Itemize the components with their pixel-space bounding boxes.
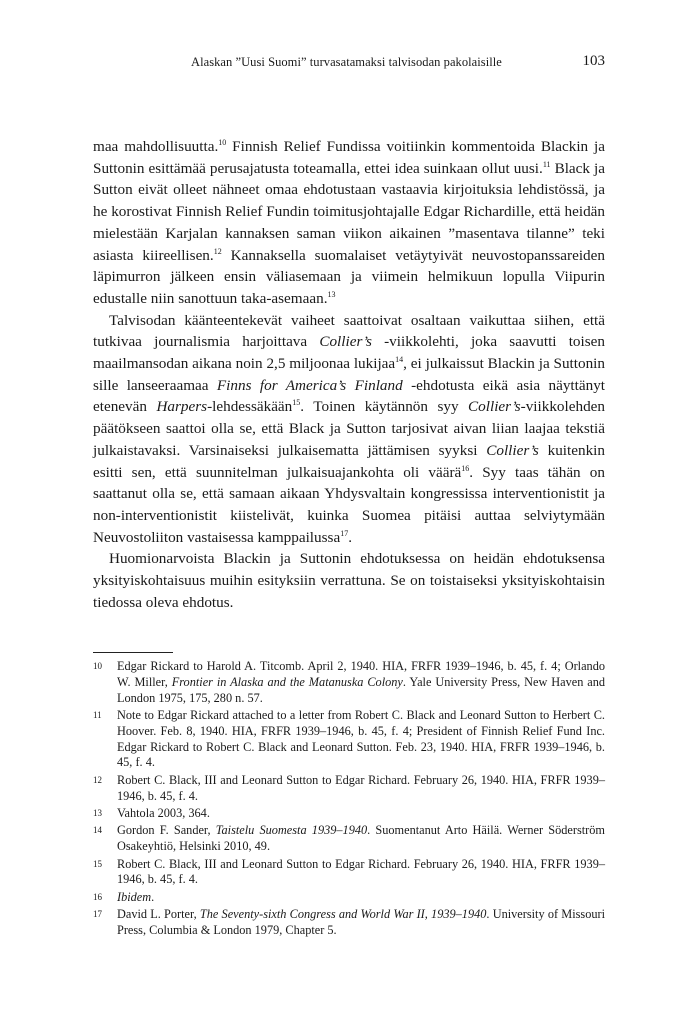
text-run: -lehdessäkään: [207, 398, 293, 416]
footnote-text: Robert C. Black, III and Leonard Sutton to Edgar Richard. February 26, 1940. HIA, FRFR 1939–1946, b. 45, f. 4.: [117, 856, 605, 887]
text-run: .: [151, 889, 155, 904]
text-run: Gordon F. Sander,: [117, 823, 216, 838]
italic-title: Frontier in Alaska and the Matanuska Colony: [171, 674, 403, 689]
footnote-number: 13: [93, 807, 102, 818]
italic-title: Ibidem: [117, 889, 152, 904]
text-run: Finnish Relief Fundissa voitiinkin kommentoida Blackin ja Suttonin esittämää perusajatusta toteamalla, ettei idea suinkaan ollut uusi.: [93, 138, 605, 177]
footnote-number: 11: [93, 709, 102, 720]
paragraph-1: [93, 136, 605, 310]
footnote-number: 14: [93, 825, 102, 836]
footnote: [93, 907, 605, 939]
italic-title: Collier’s: [486, 441, 539, 459]
footnotes: [93, 659, 605, 940]
text-run: -viikkolehti, joka saavutti toisen maailmansodan aikana noin 2,5 miljoonaa lukijaa: [93, 333, 605, 373]
footnote-separator: [93, 652, 173, 653]
text-run: Black ja Sutton eivät olleet nähneet omaa ehdotustaan vastaavia kirjoituksia lehdistössä, ja he korostivat Finnish Relief Fundin toimitusjohtajalle Edgar Richardille, että heidän mielestään Karjalan kannaksen saman viikon aikainen ”masentava tilanne” teki asiasta kiireellisen.: [93, 159, 605, 264]
page-number: 103: [582, 53, 605, 69]
footnote: [93, 890, 605, 906]
footnote: [93, 823, 605, 855]
italic-title: Taistelu Suomesta 1939–1940: [215, 823, 368, 838]
footnote-number: 15: [93, 858, 102, 869]
text-run: -viikkolehden päätökseen saattoi olla se, että Black ja Sutton tarjosivat aivan liian laajaa tekstiä julkaistavaksi. Varsinaiseksi julkaisematta jättämisen syyksi: [93, 398, 606, 459]
text-run: . Yale University Press, New Haven and London 1975, 175, 280 n. 57.: [117, 674, 606, 705]
footnote-ref: 13: [327, 289, 336, 299]
text-run: David L. Porter,: [117, 907, 200, 922]
footnote-ref: 16: [461, 463, 470, 473]
footnote-number: 16: [93, 891, 102, 902]
footnote-number: 10: [93, 661, 102, 671]
footnote-number: 17: [93, 909, 102, 920]
italic-title: Finns for America’s Finland: [216, 376, 403, 394]
text-run: . Toinen käytännön syy: [300, 398, 469, 416]
footnote-text: Robert C. Black, III and Leonard Sutton to Edgar Richard. February 26, 1940. HIA, FRFR 1939–1946, b. 45, f. 4.: [117, 772, 605, 803]
footnote-text: Note to Edgar Rickard attached to a letter from Robert C. Black and Leonard Sutton to Herbert C. Hoover. Feb. 8, 1940. HIA, FRFR 1939–1946, b. 45, f. 4; President of Finnish Relief Fund Inc. Edgar Rickard to Robert C. Black and Leonard Sutton. Feb. 23, 1940. HIA, FRFR 1939–1946, b. 45, f. 4.: [117, 707, 605, 770]
footnote-text: [117, 659, 605, 706]
text-run: Edgar Rickard to Harold A. Titcomb. April 2, 1940. HIA, FRFR 1939–1946, b. 45, f. 4; Orlando W. Miller,: [117, 659, 605, 689]
text-run: Talvisodan käänteentekevät vaiheet saattoivat osaltaan vaikuttaa siihen, että tutkivaa journalismia harjoittava: [93, 311, 605, 351]
text-run: kuitenkin esitti sen, että suunnitelman julkaisuajankohta oli väärä: [93, 441, 605, 481]
running-title: Alaskan ”Uusi Suomi” turvasatamaksi talvisodan pakolaisille: [191, 55, 502, 69]
footnote-text: [117, 907, 605, 939]
footnote-number: 12: [93, 774, 102, 785]
footnote-text: Vahtola 2003, 364.: [117, 805, 210, 820]
footnote-ref: 15: [292, 398, 301, 408]
footnote: [93, 708, 605, 771]
paragraph-2: [93, 310, 605, 549]
footnote-ref: 17: [340, 528, 349, 538]
italic-title: The Seventy-sixth Congress and World War II, 1939–1940: [199, 907, 487, 922]
paragraph-3: Huomionarvoista Blackin ja Suttonin ehdotuksessa on heidän ehdotuksensa yksityiskohtaisuus muihin esityksiin verrattuna. Se on toistaiseksi yksityiskohtaisin tiedossa oleva ehdotus.: [93, 550, 605, 611]
body-text: [93, 136, 605, 613]
text-run: . Syy taas tähän on saattanut olla se, että samaan aikaan Yhdysvaltain kongressissa interventionistit ja non-interventionistit kiistelivät, kuinka Suomea pitäisi auttaa selviytymään Neuvostoliiton vastaisessa kamppailussa: [93, 463, 605, 546]
italic-title: Collier’s: [468, 398, 521, 416]
text-run: . Suomentanut Arto Häilä. Werner Söderström Osakeyhtiö, Helsinki 2010, 49.: [117, 823, 605, 854]
footnote-ref: 12: [213, 246, 222, 256]
running-header: [93, 55, 605, 75]
footnote-text: [117, 890, 605, 906]
text-run: -ehdotusta eikä asia näyttänyt etenevän: [93, 376, 606, 416]
text-run: Kannaksella suomalaiset vetäytyivät neuvostopanssareiden läpimurron jälkeen ensin väliasemaan ja viimein helmikuun lopulla Viipurin edustalle niin sanottuun taka-asemaan.: [93, 246, 605, 307]
footnote-ref: 11: [542, 159, 551, 169]
footnote-text: [117, 823, 605, 855]
italic-title: Collier’s: [319, 333, 372, 351]
footnote-ref: 10: [218, 138, 227, 147]
text-run: . University of Missouri Press, Columbia & London 1979, Chapter 5.: [117, 907, 605, 937]
footnote: [93, 806, 605, 822]
text-run: maa mahdollisuutta.: [93, 138, 219, 155]
footnote: [93, 773, 605, 805]
text-run: .: [348, 528, 352, 546]
footnote: [93, 659, 605, 706]
italic-title: Harpers: [156, 398, 208, 416]
footnote-ref: 14: [395, 355, 404, 365]
footnote: [93, 857, 605, 889]
text-run: , ei julkaissut Blackin ja Suttonin sille lanseeraamaa: [93, 355, 605, 394]
